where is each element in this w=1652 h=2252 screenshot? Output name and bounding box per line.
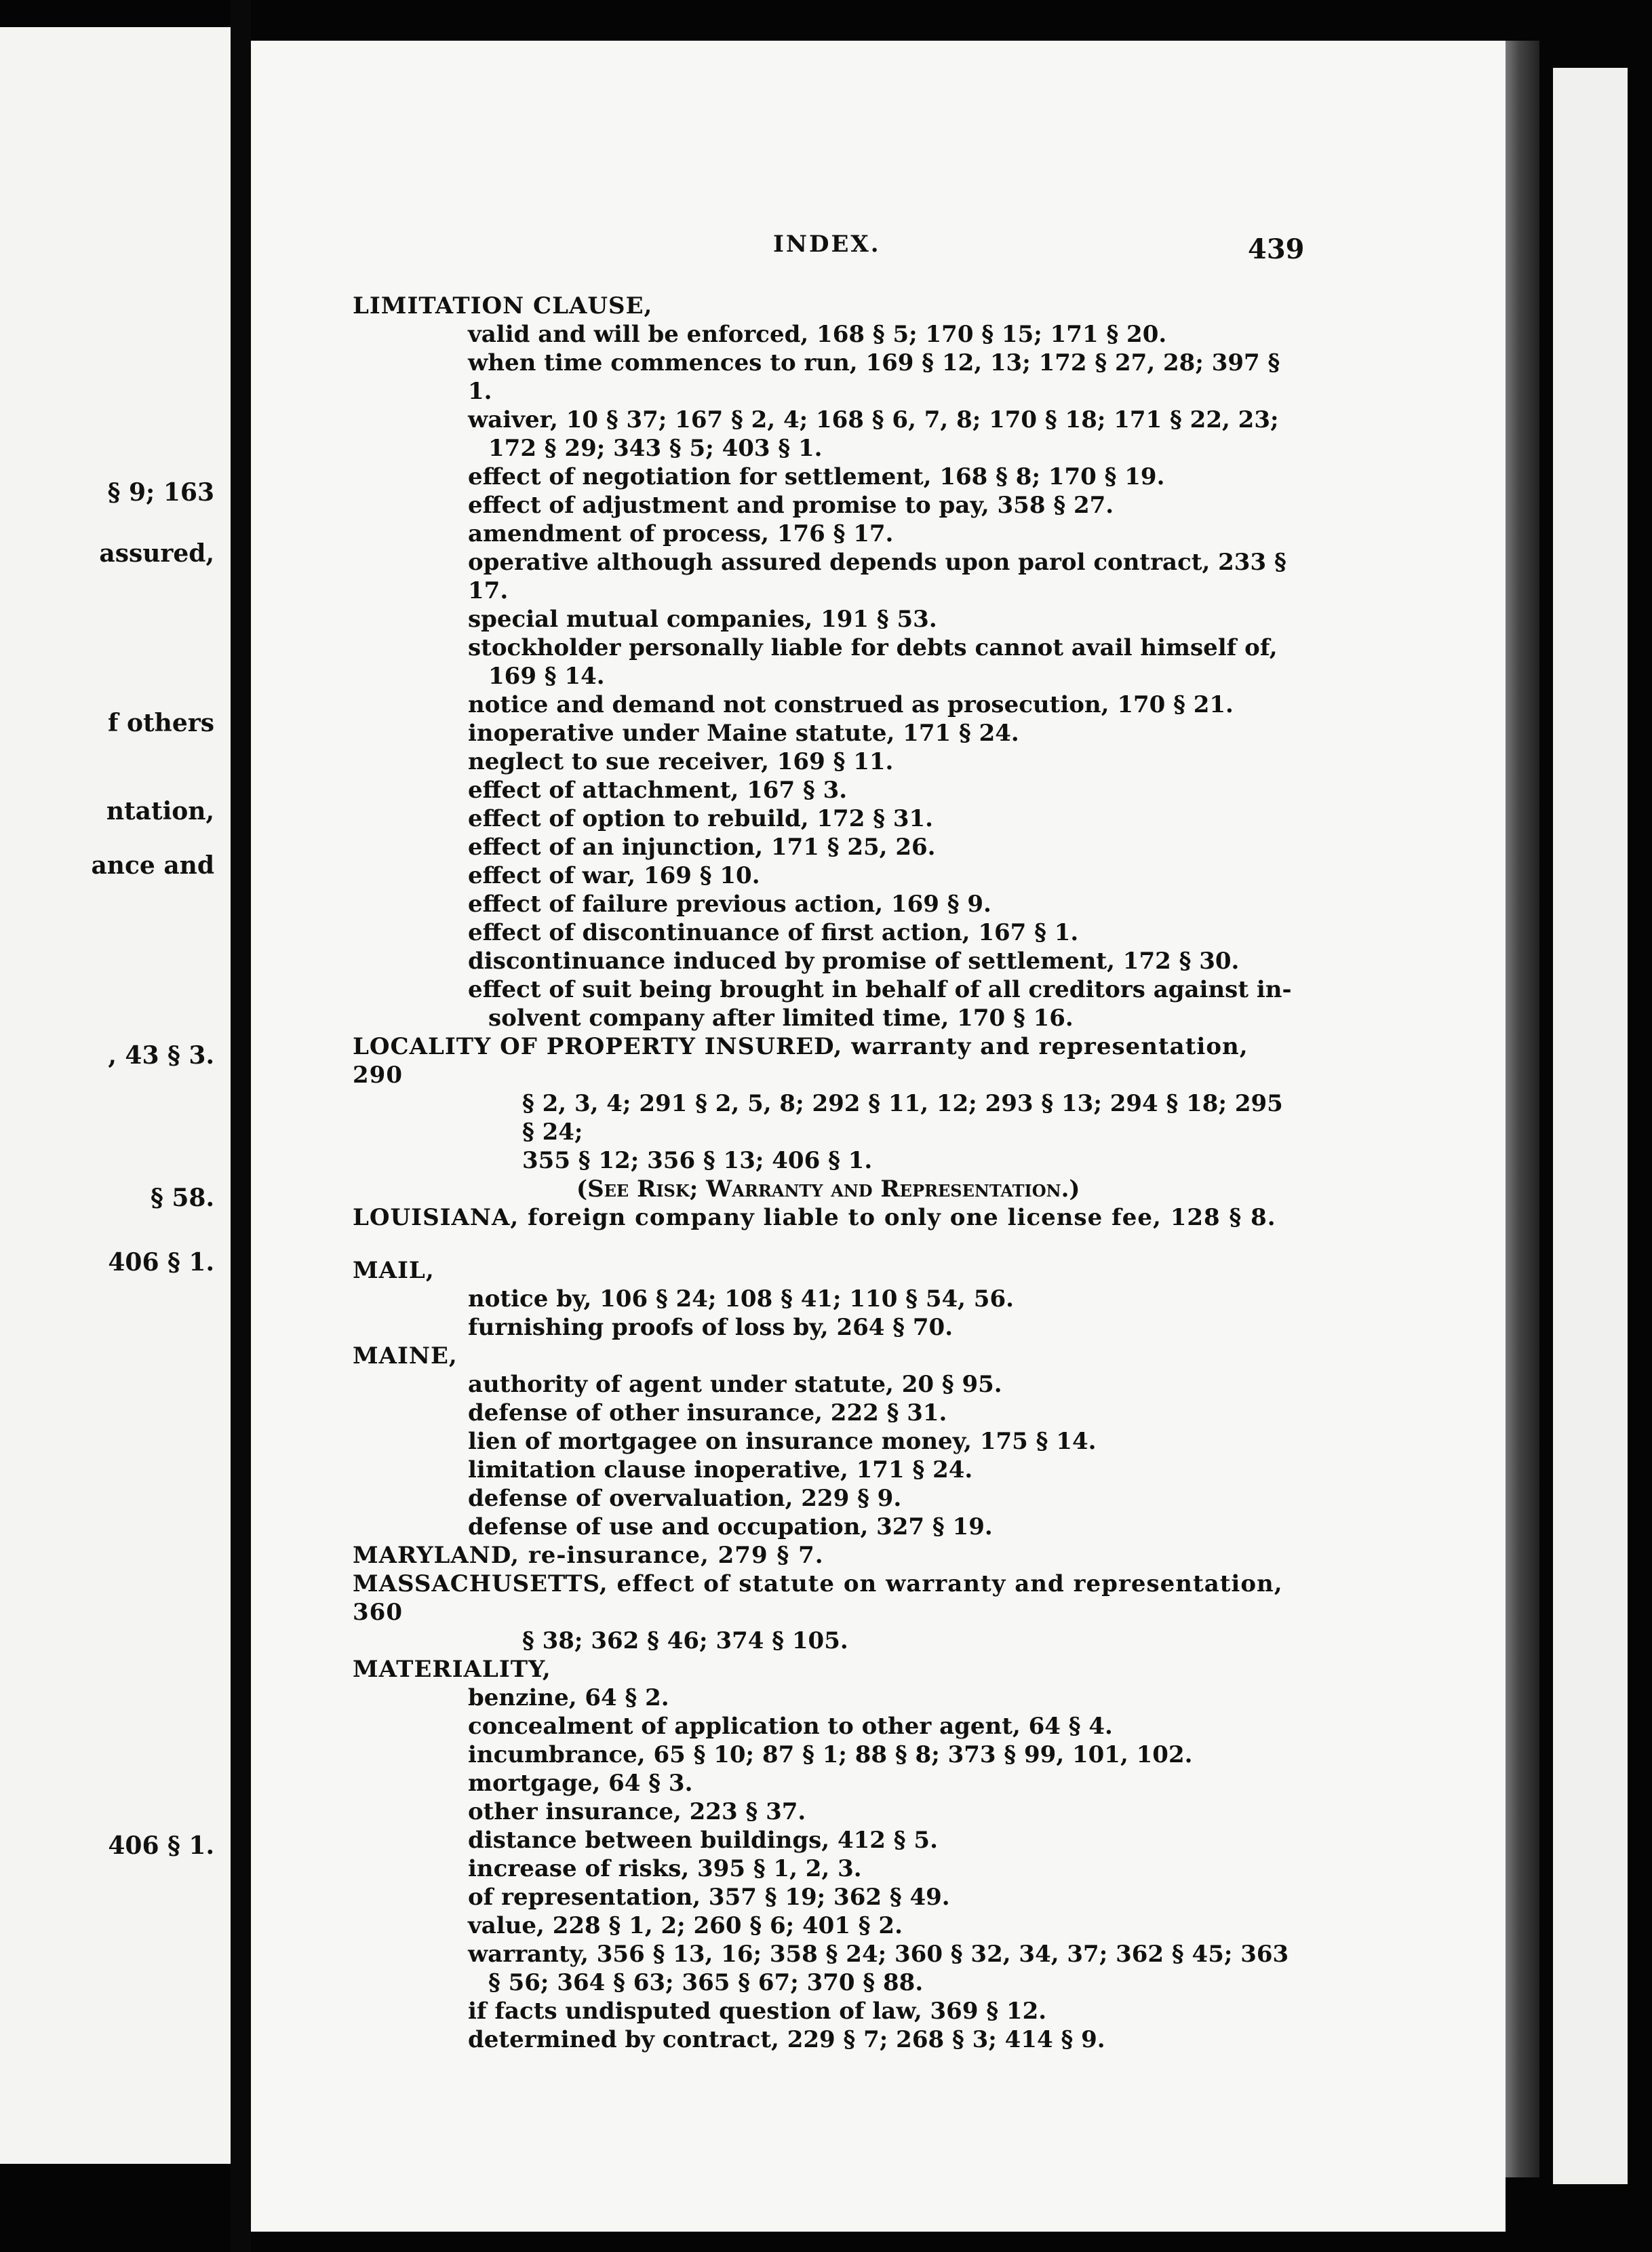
- sub-entry: limitation clause inoperative, 171 § 24.: [468, 1456, 973, 1483]
- page-edge-strip: [1553, 68, 1628, 2184]
- sub-entry: defense of use and occupation, 327 § 19.: [468, 1513, 993, 1540]
- sub-entry: amendment of process, 176 § 17.: [468, 520, 894, 547]
- sub-entry: value, 228 § 1, 2; 260 § 6; 401 § 2.: [468, 1912, 903, 1939]
- sub-entry: notice and demand not construed as prosecution, 170 § 21.: [468, 691, 1234, 718]
- sub-entry-continuation: 169 § 14.: [488, 663, 605, 690]
- left-page-fragment: assured,: [99, 539, 214, 568]
- sub-entry: neglect to sue receiver, 169 § 11.: [468, 748, 894, 775]
- sub-entry: determined by contract, 229 § 7; 268 § 3; 414 § 9.: [468, 2026, 1105, 2053]
- entry-heading: MATERIALITY,: [353, 1656, 551, 1683]
- sub-entry: lien of mortgagee on insurance money, 175 § 14.: [468, 1428, 1097, 1455]
- sub-entry: when time commences to run, 169 § 12, 13; 172 § 27, 28; 397 § 1.: [468, 349, 1280, 405]
- sub-entry: furnishing proofs of loss by, 264 § 70.: [468, 1314, 953, 1341]
- sub-entry: warranty, 356 § 13, 16; 358 § 24; 360 § 32, 34, 37; 362 § 45; 363: [468, 1941, 1289, 1968]
- sub-entry: effect of option to rebuild, 172 § 31.: [468, 805, 933, 832]
- entry-text: re-insurance, 279 § 7.: [528, 1542, 824, 1569]
- sub-entry: mortgage, 64 § 3.: [468, 1770, 693, 1797]
- entry-text: effect of statute on warranty and representation, 360: [353, 1570, 1283, 1626]
- left-page-fragment: f others: [108, 709, 214, 737]
- entry-heading: MAINE,: [353, 1342, 458, 1370]
- sub-entry: stockholder personally liable for debts cannot avail himself of,: [468, 634, 1278, 661]
- page-stack-edge: [1506, 41, 1539, 2177]
- entry-heading-line: [353, 1541, 1302, 1570]
- entry-limitation-clause: [353, 292, 1302, 1032]
- entry-massachusetts: [353, 1570, 1302, 1655]
- sub-entry: special mutual companies, 191 § 53.: [468, 606, 937, 633]
- left-page-fragment: § 58.: [151, 1184, 214, 1212]
- sub-entry: discontinuance induced by promise of settlement, 172 § 30.: [468, 948, 1240, 975]
- entry-maine: [353, 1342, 1302, 1541]
- sub-entry-continuation: solvent company after limited time, 170 § 16.: [488, 1005, 1074, 1032]
- sub-entry: notice by, 106 § 24; 108 § 41; 110 § 54, 56.: [468, 1285, 1014, 1313]
- page-title: INDEX.: [773, 231, 881, 258]
- entry-heading: MAIL,: [353, 1257, 435, 1284]
- sub-entry: effect of discontinuance of first action, 167 § 1.: [468, 919, 1079, 946]
- sub-entry: effect of war, 169 § 10.: [468, 862, 760, 889]
- left-page-fragment: 406 § 1.: [108, 1831, 214, 1860]
- sub-entry: defense of other insurance, 222 § 31.: [468, 1399, 947, 1426]
- entry-heading: LIMITATION CLAUSE,: [353, 292, 653, 319]
- entry-maryland: [353, 1541, 1302, 1570]
- entry-heading-line: [353, 1032, 1302, 1089]
- left-page-fragment: , 43 § 3.: [108, 1041, 214, 1070]
- sub-entry: effect of an injunction, 171 § 25, 26.: [468, 834, 936, 861]
- sub-entry: effect of suit being brought in behalf of all creditors against in-: [468, 976, 1292, 1003]
- entry-heading-line: [353, 1203, 1302, 1232]
- see-also-reference: (See Risk; Warranty and Representation.): [576, 1176, 1080, 1203]
- entry-continuation: 355 § 12; 356 § 13; 406 § 1.: [522, 1147, 873, 1174]
- sub-entry: of representation, 357 § 19; 362 § 49.: [468, 1884, 950, 1911]
- sub-entry: operative although assured depends upon parol contract, 233 § 17.: [468, 549, 1286, 604]
- sub-entry: if facts undisputed question of law, 369 § 12.: [468, 1998, 1047, 2025]
- entry-heading: MASSACHUSETTS,: [353, 1570, 608, 1597]
- sub-entry: incumbrance, 65 § 10; 87 § 1; 88 § 8; 373 § 99, 101, 102.: [468, 1741, 1193, 1768]
- sub-entry: increase of risks, 395 § 1, 2, 3.: [468, 1855, 862, 1882]
- sub-entry: effect of adjustment and promise to pay, 358 § 27.: [468, 492, 1114, 519]
- sub-entry: concealment of application to other agent, 64 § 4.: [468, 1713, 1113, 1740]
- sub-entry: effect of failure previous action, 169 § 9.: [468, 891, 991, 918]
- sub-entry: benzine, 64 § 2.: [468, 1684, 669, 1711]
- entry-heading-line: [353, 1570, 1302, 1627]
- sub-entry: other insurance, 223 § 37.: [468, 1798, 806, 1825]
- left-page-fragment: ntation,: [106, 797, 214, 826]
- entry-continuation: § 38; 362 § 46; 374 § 105.: [522, 1627, 848, 1654]
- book-gutter: [231, 0, 251, 2252]
- entry-heading: MARYLAND,: [353, 1542, 519, 1569]
- sub-entry: valid and will be enforced, 168 § 5; 170 § 15; 171 § 20.: [468, 321, 1167, 348]
- left-page-fragment: ance and: [91, 851, 214, 880]
- sub-entry: inoperative under Maine statute, 171 § 24.: [468, 720, 1019, 747]
- left-page-fragment: 406 § 1.: [108, 1248, 214, 1277]
- entry-louisiana: [353, 1203, 1302, 1232]
- sub-entry-continuation: § 56; 364 § 63; 365 § 67; 370 § 88.: [488, 1969, 924, 1996]
- sub-entry: authority of agent under statute, 20 § 95.: [468, 1371, 1002, 1398]
- entry-heading: LOCALITY OF PROPERTY INSURED,: [353, 1033, 843, 1060]
- entry-heading: LOUISIANA,: [353, 1204, 519, 1231]
- sub-entry: effect of negotiation for settlement, 168 § 8; 170 § 19.: [468, 463, 1165, 490]
- left-page-fragment: § 9; 163: [107, 478, 214, 507]
- page-number: 439: [1248, 233, 1305, 265]
- entry-continuation: § 2, 3, 4; 291 § 2, 5, 8; 292 § 11, 12; 293 § 13; 294 § 18; 295 § 24;: [522, 1090, 1283, 1146]
- entry-mail: [353, 1256, 1302, 1342]
- sub-entry: waiver, 10 § 37; 167 § 2, 4; 168 § 6, 7, 8; 170 § 18; 171 § 22, 23;: [468, 406, 1279, 433]
- entry-materiality: [353, 1655, 1302, 2054]
- sub-entry: distance between buildings, 412 § 5.: [468, 1827, 938, 1854]
- entry-text: foreign company liable to only one license fee, 128 § 8.: [528, 1204, 1276, 1231]
- entry-text: warranty and representation, 290: [353, 1033, 1248, 1089]
- entry-locality: [353, 1032, 1302, 1203]
- sub-entry: defense of overvaluation, 229 § 9.: [468, 1485, 902, 1512]
- sub-entry-continuation: 172 § 29; 343 § 5; 403 § 1.: [488, 435, 823, 462]
- sub-entry: effect of attachment, 167 § 3.: [468, 777, 848, 804]
- index-body: [353, 292, 1302, 2054]
